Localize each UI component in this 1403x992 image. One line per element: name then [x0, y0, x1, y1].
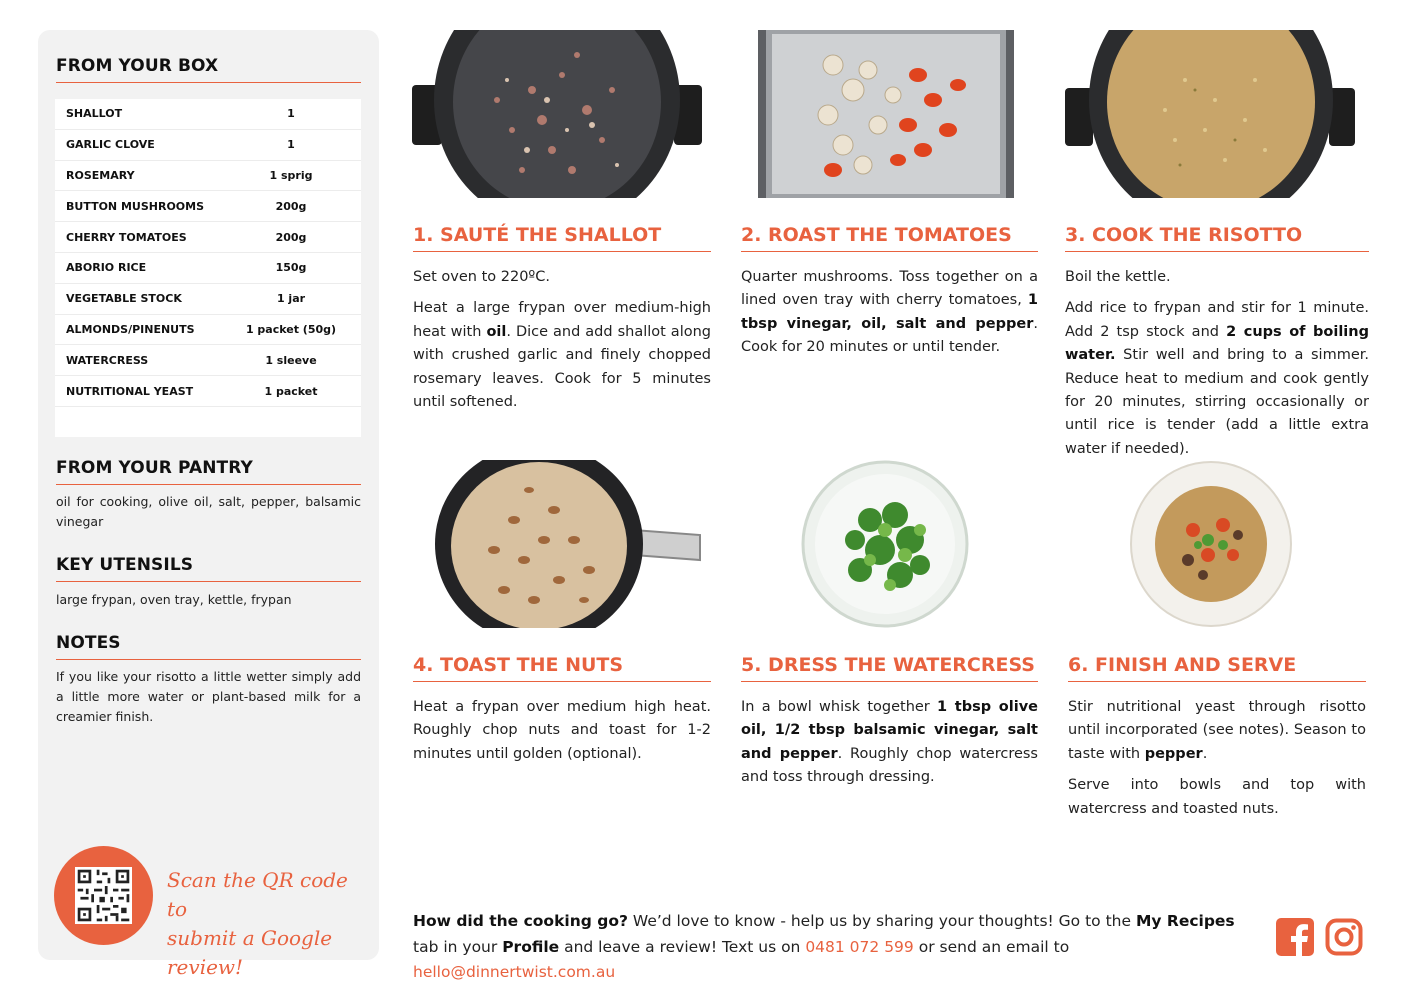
- step-paragraph: [413, 297, 711, 414]
- step-segment-bold-text: 2 cups of boiling water.: [1065, 323, 1369, 364]
- ingredient-row: [55, 376, 361, 407]
- box-ingredients-table: [55, 99, 361, 437]
- step-1-body: [413, 266, 711, 422]
- utensils-text: large frypan, oven tray, kettle, frypan: [56, 592, 292, 607]
- step-4-photo: [434, 460, 702, 628]
- step-5-photo: [800, 460, 970, 628]
- ingredient-row: [55, 284, 361, 315]
- footer-segment-bold-text: My Recipes: [1135, 912, 1235, 930]
- ingredient-row: [55, 130, 361, 161]
- ingredient-qty: 1 jar: [276, 292, 306, 306]
- step-paragraph: [741, 696, 1038, 790]
- qr-code-icon[interactable]: [75, 867, 132, 924]
- footer-segment-link[interactable]: hello@dinnertwist.com.au: [413, 963, 616, 981]
- review-prompt: [413, 909, 1258, 986]
- qr-badge: [54, 846, 153, 945]
- pantry-heading: FROM YOUR PANTRY: [56, 458, 361, 485]
- step-paragraph: [1068, 696, 1366, 766]
- box-heading: FROM YOUR BOX: [56, 56, 361, 83]
- ingredient-row: [55, 191, 361, 222]
- step-segment-text: Set oven to 220ºC.: [413, 269, 550, 285]
- step-2-body: [741, 266, 1038, 368]
- step-segment-bold-text: pepper: [1144, 745, 1203, 762]
- step-paragraph: [1065, 297, 1369, 461]
- step-segment-text: Serve into bowls and top with watercress and toasted nuts.: [1068, 777, 1366, 817]
- step-segment-text: .: [1202, 745, 1208, 762]
- ingredient-name: ABORIO RICE: [66, 261, 147, 275]
- step-3-title: 3. COOK THE RISOTTO: [1065, 224, 1369, 252]
- notes-heading: NOTES: [56, 633, 361, 660]
- ingredient-name: BUTTON MUSHROOMS: [66, 199, 205, 213]
- footer-segment-bold-text: Profile: [502, 937, 560, 956]
- step-5-body: [741, 696, 1038, 798]
- step-segment-text: . Dice and add shallot along with crushed garlic and finely chopped rosemary leaves. Cook for 5 minutes until softened.: [413, 323, 711, 411]
- qr-caption: [167, 866, 367, 982]
- step-segment-text: Heat a frypan over medium high heat. Roughly chop nuts and toast for 1-2 minutes until golden (optional).: [413, 699, 711, 762]
- step-segment-text: In a bowl whisk together: [741, 699, 938, 715]
- step-1-title: 1. SAUTÉ THE SHALLOT: [413, 224, 711, 252]
- footer-segment-bold-text: How did the cooking go?: [413, 912, 628, 930]
- ingredient-name: GARLIC CLOVE: [66, 138, 155, 152]
- step-1-photo: [412, 30, 702, 198]
- instagram-icon[interactable]: [1325, 918, 1363, 956]
- qr-caption-line2: submit a Google review!: [167, 926, 333, 979]
- ingredient-name: NUTRITIONAL YEAST: [66, 384, 194, 398]
- ingredient-name: CHERRY TOMATOES: [66, 230, 187, 244]
- ingredient-row: [55, 253, 361, 284]
- step-3-body: [1065, 266, 1369, 469]
- step-4-body: [413, 696, 711, 774]
- ingredient-qty: 150g: [275, 261, 307, 275]
- step-segment-text: Stir nutritional yeast through risotto until incorporated (see notes). Season to taste with: [1068, 699, 1366, 762]
- ingredient-name: WATERCRESS: [66, 353, 149, 367]
- footer-segment-text: and leave a review! Text us on: [559, 937, 806, 956]
- ingredient-qty: 1: [287, 107, 295, 121]
- step-2-title: 2. ROAST THE TOMATOES: [741, 224, 1038, 252]
- footer-segment-text: or send an email to: [913, 937, 1070, 956]
- ingredient-name: VEGETABLE STOCK: [66, 292, 182, 306]
- step-paragraph: [413, 266, 711, 289]
- step-paragraph: [1065, 266, 1369, 289]
- step-segment-text: Add rice to frypan and stir for 1 minute. Add 2 tsp stock and: [1065, 300, 1369, 340]
- ingredient-name: ALMONDS/PINENUTS: [66, 322, 195, 336]
- ingredient-row: [55, 315, 361, 346]
- step-paragraph: [741, 266, 1038, 360]
- step-segment-bold-text: oil: [486, 323, 507, 340]
- step-5-title: 5. DRESS THE WATERCRESS: [741, 654, 1038, 682]
- footer-segment-text: We’d love to know - help us by sharing your thoughts! Go to the: [627, 912, 1136, 930]
- ingredient-qty: 1 sprig: [269, 168, 313, 182]
- step-segment-text: Stir well and bring to a simmer. Reduce heat to medium and cook gently for 20 minutes, stirring occasionally or until rice is tender (add a little extra water if needed).: [1065, 347, 1369, 457]
- footer-segment-text: tab in your: [413, 937, 503, 956]
- ingredients-sidebar: [38, 30, 379, 979]
- ingredient-row: [55, 345, 361, 376]
- qr-caption-line1: Scan the QR code to: [167, 868, 348, 921]
- ingredient-row: [55, 161, 361, 192]
- step-segment-text: Boil the kettle.: [1065, 269, 1171, 285]
- step-paragraph: [1068, 774, 1366, 821]
- ingredient-qty: 200g: [275, 199, 307, 213]
- ingredient-qty: 1 packet: [264, 384, 318, 398]
- step-2-photo: [758, 30, 1014, 198]
- step-segment-bold-text: 1 tbsp olive oil, 1/2 tbsp balsamic vinegar, salt and pepper: [741, 699, 1038, 762]
- notes-text: If you like your risotto a little wetter simply add a little more water or plant-based milk for a creamier finish.: [56, 669, 361, 724]
- step-segment-text: Heat a large frypan over medium-high heat with: [413, 300, 711, 340]
- step-segment-bold-text: 1 tbsp vinegar, oil, salt and pepper: [741, 292, 1038, 332]
- utensils-heading: KEY UTENSILS: [56, 555, 361, 582]
- ingredient-qty: 200g: [275, 230, 307, 244]
- step-segment-text: . Roughly chop watercress and toss through dressing.: [741, 745, 1038, 786]
- step-6-photo: [1128, 460, 1294, 628]
- ingredient-name: SHALLOT: [66, 107, 123, 121]
- step-6-title: 6. FINISH AND SERVE: [1068, 654, 1366, 682]
- step-6-body: [1068, 696, 1366, 829]
- step-4-title: 4. TOAST THE NUTS: [413, 654, 711, 682]
- ingredient-row: [55, 222, 361, 253]
- ingredient-qty: 1 sleeve: [265, 353, 317, 367]
- ingredient-name: ROSEMARY: [66, 168, 135, 182]
- facebook-icon[interactable]: [1276, 918, 1314, 956]
- ingredient-qty: 1 packet (50g): [245, 322, 337, 336]
- step-paragraph: [413, 696, 711, 766]
- footer-segment-link[interactable]: 0481 072 599: [805, 937, 914, 956]
- step-segment-text: . Cook for 20 minutes or until tender.: [741, 315, 1038, 356]
- ingredient-row: [55, 99, 361, 130]
- ingredient-qty: 1: [287, 138, 295, 152]
- step-segment-text: Quarter mushrooms. Toss together on a lined oven tray with cherry tomatoes,: [741, 269, 1038, 309]
- step-3-photo: [1065, 30, 1355, 198]
- pantry-text: oil for cooking, olive oil, salt, pepper, balsamic vinegar: [56, 494, 361, 529]
